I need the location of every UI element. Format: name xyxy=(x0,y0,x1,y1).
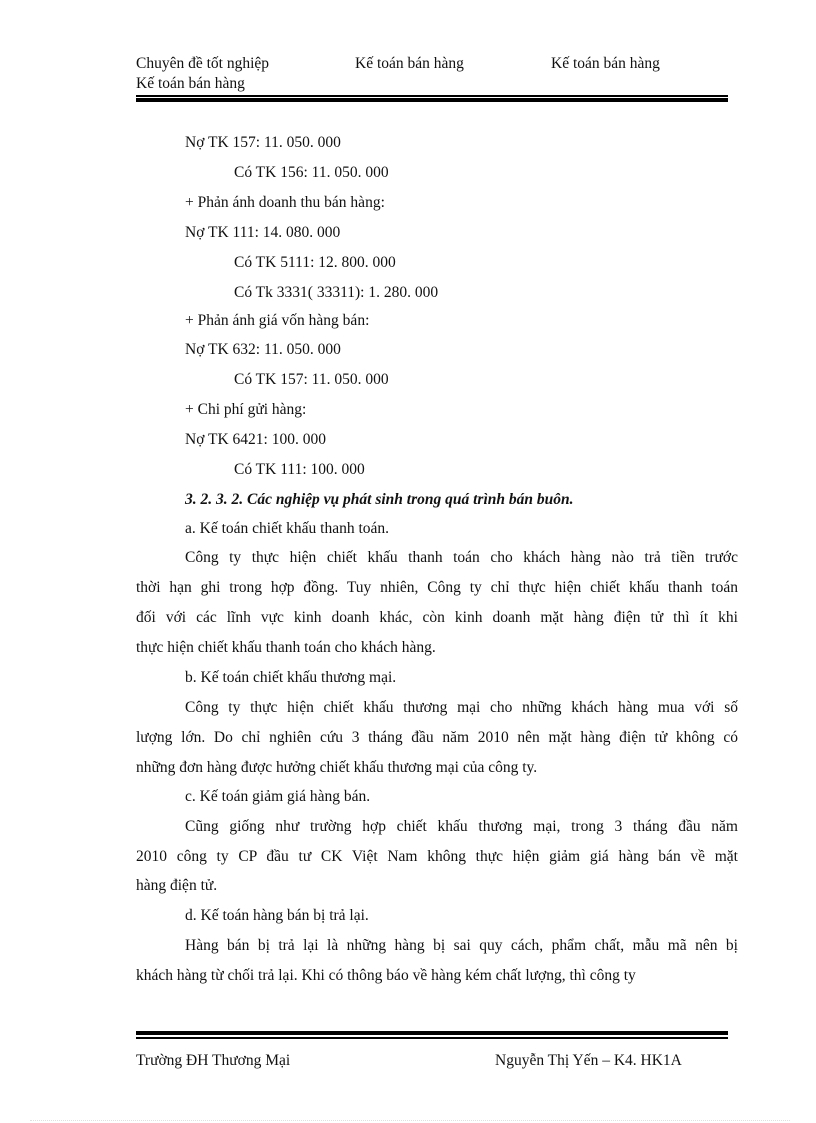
entry-line: Có TK 5111: 12. 800. 000 xyxy=(234,254,396,271)
entry-line: Nợ TK 6421: 100. 000 xyxy=(185,431,326,448)
entry-line: Nợ TK 157: 11. 050. 000 xyxy=(185,134,341,151)
page-edge-divider xyxy=(30,1120,790,1121)
entry-line: Nợ TK 111: 14. 080. 000 xyxy=(185,224,341,241)
paragraph-line: đối với các lĩnh vực kinh doanh khác, còn kinh doanh mặt hàng điện tử thì ít khi xyxy=(136,609,738,626)
section-heading: 3. 2. 3. 2. Các nghiệp vụ phát sinh trong quá trình bán buôn. xyxy=(185,491,574,508)
paragraph-line: khách hàng từ chối trả lại. Khi có thông báo về hàng kém chất lượng, thì công ty xyxy=(136,967,636,984)
entry-line: Có TK 156: 11. 050. 000 xyxy=(234,164,389,181)
paragraph-line: những đơn hàng được hưởng chiết khấu thương mại của công ty. xyxy=(136,759,538,776)
entry-line: + Phản ánh giá vốn hàng bán: xyxy=(185,312,370,329)
paragraph-line: Công ty thực hiện chiết khấu thanh toán cho khách hàng nào trả tiền trước xyxy=(185,549,738,566)
footer-rule-thick xyxy=(136,1031,728,1035)
header-topic-label-right: Kế toán bán hàng xyxy=(551,55,660,72)
subsection-title: d. Kế toán hàng bán bị trả lại. xyxy=(185,907,369,924)
entry-line: + Phản ánh doanh thu bán hàng: xyxy=(185,194,385,211)
header-rule-thin xyxy=(136,95,728,97)
entry-line: Có TK 111: 100. 000 xyxy=(234,461,365,478)
footer-school: Trường ĐH Thương Mại xyxy=(136,1052,291,1069)
header-thesis-label: Chuyên đề tốt nghiệp xyxy=(136,55,270,72)
paragraph-line: hàng điện tử. xyxy=(136,877,218,894)
entry-line: Có Tk 3331( 33311): 1. 280. 000 xyxy=(234,284,439,301)
paragraph-line: 2010 công ty CP đầu tư CK Việt Nam không thực hiện giảm giá hàng bán về mặt xyxy=(136,848,738,865)
paragraph-line: Công ty thực hiện chiết khấu thương mại cho những khách hàng mua với số xyxy=(185,699,738,716)
paragraph-line: thực hiện chiết khấu thanh toán cho khách hàng. xyxy=(136,639,436,656)
paragraph-line: lượng lớn. Do chỉ nghiên cứu 3 tháng đầu năm 2010 nên mặt hàng điện tử không có xyxy=(136,729,738,746)
header-topic-label: Kế toán bán hàng xyxy=(355,55,464,72)
paragraph-line: Hàng bán bị trả lại là những hàng bị sai quy cách, phẩm chất, mẫu mã nên bị xyxy=(185,937,738,954)
subsection-title: a. Kế toán chiết khấu thanh toán. xyxy=(185,520,390,537)
subsection-title: b. Kế toán chiết khấu thương mại. xyxy=(185,669,397,686)
entry-line: Nợ TK 632: 11. 050. 000 xyxy=(185,341,341,358)
entry-line: + Chi phí gửi hàng: xyxy=(185,401,307,418)
footer-rule-thin xyxy=(136,1037,728,1039)
subsection-title: c. Kế toán giảm giá hàng bán. xyxy=(185,788,371,805)
header-rule-thick xyxy=(136,98,728,102)
paragraph-line: Cũng giống như trường hợp chiết khấu thương mại, trong 3 tháng đầu năm xyxy=(185,818,738,835)
entry-line: Có TK 157: 11. 050. 000 xyxy=(234,371,389,388)
header-topic-line2: Kế toán bán hàng xyxy=(136,75,245,92)
footer-author: Nguyễn Thị Yến – K4. HK1A xyxy=(495,1052,682,1069)
page-header xyxy=(136,55,736,75)
paragraph-line: thời hạn ghi trong hợp đồng. Tuy nhiên, Công ty chỉ thực hiện chiết khấu thanh toán xyxy=(136,579,738,596)
